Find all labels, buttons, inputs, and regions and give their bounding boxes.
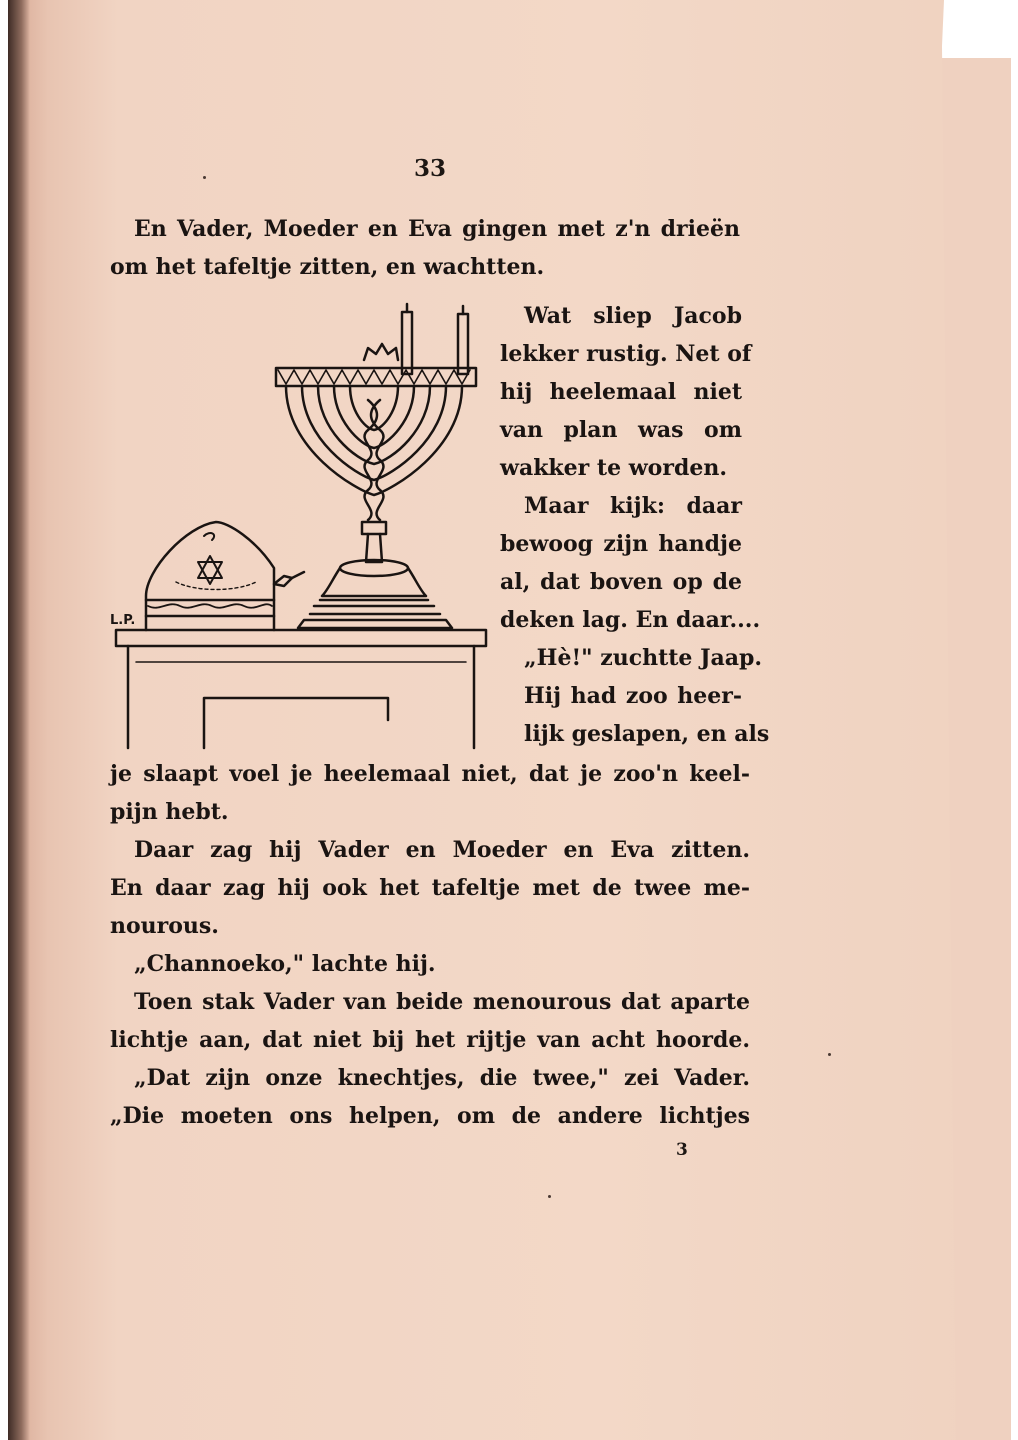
body-line: je slaapt voel je heelemaal niet, dat je zoo'n keel- — [110, 761, 750, 787]
signature-mark: 3 — [676, 1140, 688, 1160]
body-line: nourous. — [110, 913, 219, 939]
body-line: „Die moeten ons helpen, om de andere lichtjes — [110, 1103, 750, 1129]
side-line: wakker te worden. — [500, 455, 727, 481]
candle-left — [402, 312, 412, 374]
intro-line: om het tafeltje zitten, en wachtten. — [110, 254, 545, 280]
paper-speck — [203, 176, 206, 179]
paper-speck — [548, 1195, 551, 1198]
side-line: Wat sliep Jacob — [524, 303, 742, 329]
body-line: lichtje aan, dat niet bij het rijtje van acht hoorde. — [110, 1027, 750, 1053]
page-number: 33 — [413, 155, 446, 182]
candle-right — [458, 314, 468, 374]
side-line: Maar kijk: daar — [524, 493, 742, 519]
illustrator-monogram: L.P. — [110, 613, 136, 628]
paper-speck — [828, 1053, 831, 1056]
body-line: En daar zag hij ook het tafeltje met de twee me- — [110, 875, 750, 901]
menorah-illustration — [106, 300, 496, 755]
side-line: van plan was om — [500, 417, 742, 443]
body-line: pijn hebt. — [110, 799, 229, 825]
book-spine — [8, 0, 30, 1440]
side-line: „Hè!" zuchtte Jaap. — [524, 645, 763, 671]
body-line: „Channoeko," lachte hij. — [134, 951, 436, 977]
body-line: Toen stak Vader van beide menourous dat aparte — [134, 989, 750, 1015]
side-line: lekker rustig. Net of — [500, 341, 752, 367]
side-line: Hij had zoo heer- — [524, 683, 742, 709]
side-line: al, dat boven op de — [500, 569, 742, 595]
intro-line: En Vader, Moeder en Eva gingen met z'n drieën — [134, 216, 740, 242]
side-line: deken lag. En daar.... — [500, 607, 761, 633]
side-line: hij heelemaal niet — [500, 379, 742, 405]
intro-paragraph — [110, 210, 740, 286]
body-text — [110, 755, 750, 1135]
body-line: Daar zag hij Vader en Moeder en Eva zitten. — [134, 837, 750, 863]
body-line: „Dat zijn onze knechtjes, die twee," zei Vader. — [134, 1065, 750, 1091]
side-line: bewoog zijn handje — [500, 531, 742, 557]
crown-ornament — [364, 344, 398, 360]
side-column — [500, 297, 770, 753]
side-line: lijk geslapen, en als — [524, 721, 770, 747]
